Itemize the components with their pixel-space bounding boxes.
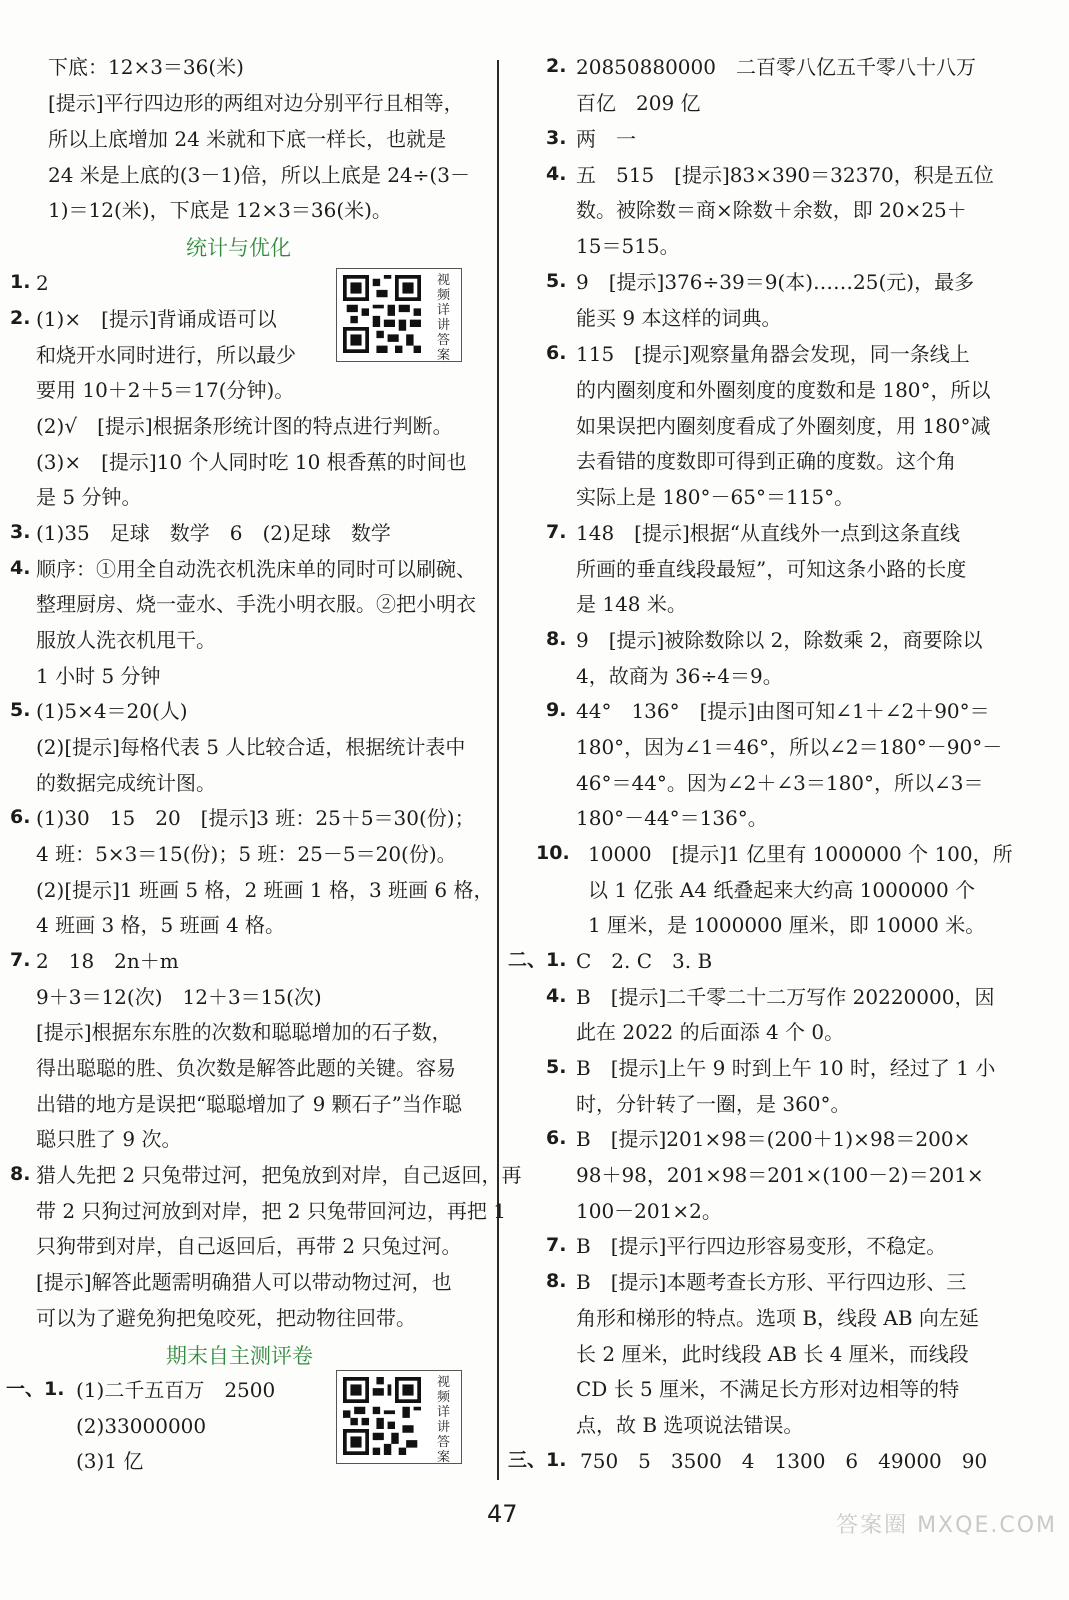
answer-text: 的内圈刻度和外圈刻度的度数和是 180°，所以 [576,378,991,402]
column-divider [497,60,499,1480]
answer-text: 750 5 3500 4 1300 6 49000 90 [580,1449,988,1473]
section-title: 期末自主测评卷 [166,1344,313,1368]
answer-text: 实际上是 180°－65°＝115°。 [576,485,855,509]
text-line: 1)＝12(米)，下底是 12×3＝36(米)。 [48,198,392,222]
answer-text: 得出聪聪的胜、负次数是解答此题的关键。容易 [36,1056,456,1080]
answer-text: B [提示]二千零二十二万写作 20220000，因 [576,985,995,1009]
answer-text: [提示]解答此题需明确猎人可以带动物过河，也 [36,1270,452,1294]
answer-text: 2 [36,271,49,295]
page-number: 47 [487,1500,518,1528]
answer-text: 可以为了避免狗把兔咬死，把动物往回带。 [36,1306,416,1330]
answer-text: 115 [提示]观察量角器会发现，同一条线上 [576,342,970,366]
question-number: 2. [546,55,567,77]
answer-text: B [提示]本题考查长方形、平行四边形、三 [576,1270,967,1294]
answer-text: 猎人先把 2 只兔带过河，把兔放到对岸，自己返回，再 [36,1163,522,1187]
answer-text: 15＝515。 [576,234,680,258]
answer-text: 1 小时 5 分钟 [36,664,161,688]
answer-text: B [提示]平行四边形容易变形，不稳定。 [576,1234,947,1258]
answer-text: (1)× [提示]背诵成语可以 [36,307,277,331]
answer-text: 此在 2022 的后面添 4 个 0。 [576,1020,845,1044]
answer-text: B [提示]上午 9 时到上午 10 时，经过了 1 小 [576,1056,996,1080]
answer-text: 点，故 B 选项说法错误。 [576,1413,804,1437]
answer-text: 只狗带到对岸，自己返回后，再带 2 只兔过河。 [36,1234,462,1258]
question-number: 9. [546,699,567,721]
answer-text: 148 [提示]根据“从直线外一点到这条直线 [576,521,961,545]
qr-code[interactable] [336,1370,462,1464]
part-label: 一、1. [6,1378,65,1400]
answer-text: (2)33000000 [76,1414,207,1438]
answer-text: 百亿 209 亿 [576,91,701,115]
question-number: 8. [546,1270,567,1292]
question-number: 8. [546,628,567,650]
answer-text: 4 班：5×3＝15(份)；5 班：25－5＝20(份)。 [36,842,457,866]
watermark-logo: 答案圈 MXQE.COM [836,1513,1057,1538]
answer-text: 五 515 [提示]83×390＝32370，积是五位 [576,163,994,187]
answer-text: 180°－44°＝136°。 [576,806,768,830]
answer-text: 4，故商为 36÷4＝9。 [576,664,783,688]
qr-label: 视频详讲答案 [437,1375,451,1465]
qr-code-icon [343,1377,421,1455]
question-number: 4. [546,985,567,1007]
answer-text: B [提示]201×98＝(200＋1)×98＝200× [576,1127,971,1151]
answer-text: 去看错的度数即可得到正确的度数。这个角 [576,449,956,473]
question-number: 4. [10,557,31,579]
question-number: 10. [536,842,570,864]
answer-text: (2)√ [提示]根据条形统计图的特点进行判断。 [36,414,453,438]
question-number: 6. [546,1127,567,1149]
answer-text: (1)5×4＝20(人) [36,699,188,723]
answer-text: (2)[提示]每格代表 5 人比较合适，根据统计表中 [36,735,466,759]
text-line: 所以上底增加 24 米就和下底一样长，也就是 [48,127,447,151]
answer-text: 两 一 [576,127,636,151]
question-number: 5. [10,699,31,721]
answer-text: 和烧开水同时进行，所以最少 [36,343,296,367]
answer-text: 4 班画 3 格，5 班画 4 格。 [36,913,286,937]
question-number: 6. [546,342,567,364]
question-number: 1. [10,271,31,293]
answer-text: 9＋3＝12(次) 12＋3＝15(次) [36,985,322,1009]
question-number: 3. [10,521,31,543]
answer-text: 100－201×2。 [576,1199,722,1223]
answer-text: (3)× [提示]10 个人同时吃 10 根香蕉的时间也 [36,450,467,474]
answer-text: 20850880000 二百零八亿五千零八十八万 [576,55,976,79]
answer-text: 是 5 分钟。 [36,485,142,509]
question-number: 7. [10,949,31,971]
qr-code[interactable] [336,268,462,362]
answer-text: 如果误把内圈刻度看成了外圈刻度，用 180°减 [576,414,991,438]
answer-text: C 2. C 3. B [576,949,713,973]
watermark-text: MXQE.COM [917,1513,1057,1538]
answer-text: 是 148 米。 [576,592,687,616]
text-line: [提示]平行四边形的两组对边分别平行且相等， [48,91,464,115]
answer-text: 1 厘米，是 1000000 厘米，即 10000 米。 [588,913,986,937]
question-number: 7. [546,1234,567,1256]
answer-text: 带 2 只狗过河放到对岸，把 2 只兔带回河边，再把 1 [36,1199,506,1223]
answer-text: 的数据完成统计图。 [36,771,216,795]
answer-text: 180°，因为∠1＝46°，所以∠2＝180°－90°－ [576,735,1003,759]
qr-code-icon [343,275,421,353]
answer-text: 角形和梯形的特点。选项 B，线段 AB 向左延 [576,1306,979,1330]
question-number: 7. [546,521,567,543]
part-label: 二、1. [508,949,567,971]
answer-text: [提示]根据东东胜的次数和聪聪增加的石子数， [36,1020,452,1044]
answer-text: 要用 10＋2＋5＝17(分钟)。 [36,378,295,402]
answer-text: 98＋98，201×98＝201×(100－2)＝201× [576,1163,984,1187]
answer-text: 出错的地方是误把“聪聪增加了 9 颗石子”当作聪 [36,1092,462,1116]
answer-text: 顺序：①用全自动洗衣机洗床单的同时可以刷碗、 [36,557,476,581]
answer-text: (3)1 亿 [76,1449,144,1473]
question-number: 4. [546,163,567,185]
section-title: 统计与优化 [186,236,291,260]
text-line: 24 米是上底的(3－1)倍，所以上底是 24÷(3－ [48,163,470,187]
question-number: 6. [10,806,31,828]
answer-text: 能买 9 本这样的词典。 [576,306,782,330]
answer-text: 9 [提示]被除数除以 2，除数乘 2，商要除以 [576,628,983,652]
question-number: 3. [546,127,567,149]
answer-text: 2 18 2n＋m [36,949,179,973]
answer-text: 服放人洗衣机甩干。 [36,628,216,652]
question-number: 5. [546,1056,567,1078]
answer-text: 9 [提示]376÷39＝9(本)……25(元)，最多 [576,270,975,294]
answer-text: CD 长 5 厘米，不满足长方形对边相等的特 [576,1377,960,1401]
answer-text: (1)二千五百万 2500 [76,1378,276,1402]
question-number: 8. [10,1163,31,1185]
answer-text: 44° 136° [提示]由图可知∠1＋∠2＋90°＝ [576,699,990,723]
answer-text: 长 2 厘米，此时线段 AB 长 4 厘米，而线段 [576,1342,969,1366]
answer-text: 以 1 亿张 A4 纸叠起来大约高 1000000 个 [588,878,976,902]
answer-text: 时，分针转了一圈，是 360°。 [576,1092,851,1116]
answer-text: (1)35 足球 数学 6 (2)足球 数学 [36,521,391,545]
answer-text: 数。被除数＝商×除数＋余数，即 20×25＋ [576,198,967,222]
question-number: 2. [10,307,31,329]
text-line: 下底：12×3＝36(米) [48,55,244,79]
answer-text: 整理厨房、烧一壶水、手洗小明衣服。②把小明衣 [36,592,476,616]
answer-text: 46°＝44°。因为∠2＋∠3＝180°，所以∠3＝ [576,771,984,795]
answer-text: (1)30 15 20 [提示]3 班：25＋5＝30(份)； [36,806,475,830]
answer-text: (2)[提示]1 班画 5 格，2 班画 1 格，3 班画 6 格， [36,878,494,902]
question-number: 5. [546,270,567,292]
answer-text: 所画的垂直线段最短”，可知这条小路的长度 [576,557,967,581]
answer-text: 10000 [提示]1 亿里有 1000000 个 100，所 [588,842,1013,866]
qr-label: 视频详讲答案 [437,273,451,363]
part-label: 三、1. [508,1449,567,1471]
answer-text: 聪只胜了 9 次。 [36,1127,182,1151]
